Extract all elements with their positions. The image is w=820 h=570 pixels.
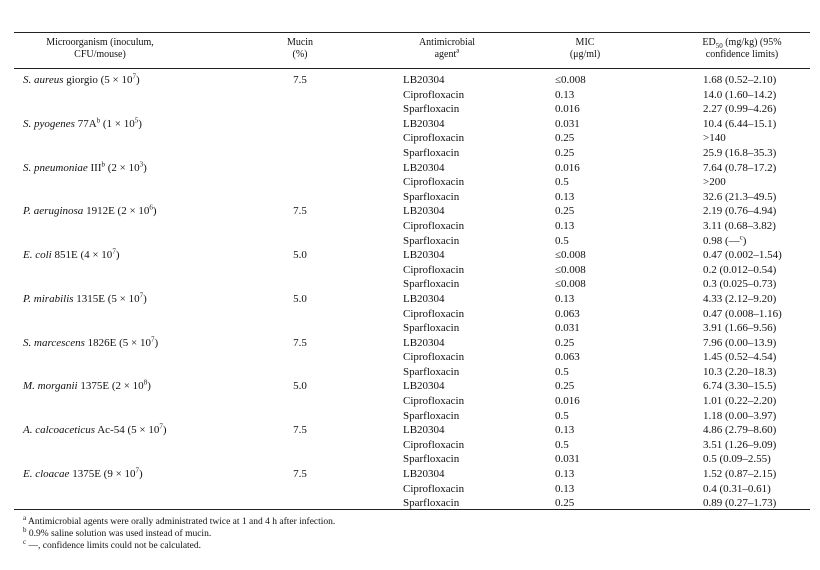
ed50-value: 4.86 (2.79–8.60) (703, 424, 777, 437)
ed50-cell (703, 102, 776, 117)
mucin-cell: 7.5 (293, 424, 307, 437)
organism-sup: b (96, 116, 101, 125)
ed50-value: 6.74 (3.30–15.5) (703, 380, 777, 393)
mucin-cell: 7.5 (293, 205, 307, 218)
organism-name: S. aureus (23, 74, 64, 86)
ed50-value: 0.4 (0.31–0.61) (703, 482, 771, 495)
agent-cell: Ciprofloxacin (403, 132, 465, 145)
ed50-value: 0.5 (0.09–2.55) (703, 453, 771, 466)
organism-inoculum: ) (147, 380, 151, 393)
agent-cell: Sparfloxacin (403, 190, 460, 203)
footnote-text: —, confidence limits could not be calculated. (26, 541, 202, 551)
table-row (0, 175, 820, 190)
table-row (0, 452, 820, 467)
agent-cell: LB20304 (403, 205, 445, 218)
organism-name: E. coli (23, 249, 52, 262)
agent-cell: Ciprofloxacin (403, 219, 465, 232)
ed50-value: 3.91 (1.66–9.56) (703, 322, 777, 335)
mic-cell: 0.016 (555, 161, 580, 174)
organism-strain: 1912E (2 × 10 (83, 205, 150, 218)
mic-cell: 0.5 (555, 438, 569, 451)
table-row (0, 73, 820, 88)
mic-cell: ≤0.008 (555, 249, 586, 262)
ed50-cell (703, 204, 776, 219)
agent-cell: Sparfloxacin (403, 365, 460, 378)
organism-inoculum: ) (162, 424, 167, 437)
ed50-value: >140 (703, 132, 726, 145)
organism-sup: 7 (151, 335, 155, 344)
table-row (0, 146, 820, 161)
agent-cell: Sparfloxacin (403, 146, 460, 159)
organism-inoculum: ) (139, 468, 143, 481)
organism-sup: 7 (112, 247, 116, 256)
table-row (0, 161, 820, 176)
mucin-cell: 5.0 (293, 292, 307, 305)
organism-name: M. morganii (23, 380, 78, 393)
header-mic-line2: (μg/ml) (569, 49, 601, 60)
table-row (0, 263, 820, 278)
organism-strain: 851E (4 × 10 (51, 249, 113, 262)
ed50-cell (703, 234, 746, 249)
header-ed-pre: ED (702, 37, 716, 48)
ed50-cell (703, 394, 776, 409)
ed50-cell (703, 88, 776, 103)
agent-cell: Sparfloxacin (403, 103, 460, 116)
organism-strain: III (87, 161, 102, 174)
organism-inoculum: (2 × 10 (105, 161, 140, 174)
organism-name: P. aeruginosa (23, 205, 84, 218)
agent-cell: LB20304 (403, 161, 445, 174)
agent-cell: Ciprofloxacin (403, 307, 465, 320)
table-row (0, 336, 820, 351)
footnote (23, 513, 336, 528)
organism-inoculum: ) (143, 292, 147, 305)
ed50-cell (703, 131, 726, 146)
mic-cell: 0.13 (555, 468, 575, 481)
agent-cell: Ciprofloxacin (403, 395, 465, 408)
table-row (0, 277, 820, 292)
header-ed-sub: 50 (715, 42, 723, 50)
agent-cell: LB20304 (403, 74, 445, 86)
organism-name: S. pneumoniae (23, 161, 88, 174)
mic-cell: 0.016 (555, 395, 580, 408)
ed50-value: 0.2 (0.012–0.54) (703, 263, 777, 276)
ed50-value: 7.96 (0.00–13.9) (703, 336, 777, 349)
organism-close: ) (138, 117, 142, 130)
ed50-value: 10.4 (6.44–15.1) (703, 117, 777, 130)
table-row (0, 219, 820, 234)
ed50-value: 14.0 (1.60–14.2) (703, 88, 777, 101)
ed50-cell (703, 161, 776, 176)
table-row (0, 394, 820, 409)
ed50-value: 32.6 (21.3–49.5) (703, 190, 777, 203)
organism-sup: b (101, 159, 106, 168)
mic-cell: 0.25 (555, 336, 575, 349)
ed50-cell (703, 277, 776, 292)
header-mucin-line2: (%) (292, 49, 308, 60)
ed50-cell (703, 467, 776, 482)
header-agent-line2: agent (434, 49, 457, 60)
header-ed50 (672, 37, 812, 61)
ed50-cell (703, 292, 776, 307)
mic-cell: 0.13 (555, 219, 575, 232)
agent-cell: Sparfloxacin (403, 497, 460, 510)
agent-cell: LB20304 (403, 292, 445, 305)
mic-cell: 0.25 (555, 132, 575, 145)
agent-cell: Sparfloxacin (403, 453, 460, 466)
ed50-value: 0.98 (— (703, 234, 740, 247)
header-organism-line2: CFU/mouse) (74, 49, 126, 60)
table-row (0, 409, 820, 424)
organism-cell (23, 423, 167, 438)
agent-cell: LB20304 (403, 249, 445, 262)
mic-cell: 0.5 (555, 409, 569, 422)
ed50-value: 0.3 (0.025–0.73) (703, 278, 777, 291)
organism-sup: 7 (135, 466, 140, 475)
ed50-value: 0.47 (0.008–1.16) (703, 307, 782, 320)
ed50-value: 1.68 (0.52–2.10) (703, 74, 777, 86)
header-agent-line1: Antimicrobial (418, 37, 476, 48)
ed50-cell (703, 263, 776, 278)
ed50-cell (703, 321, 776, 336)
organism-inoculum: ) (152, 205, 157, 218)
organism-strain: 1315E (5 × 10 (73, 292, 140, 305)
footnote-mark-a: a (456, 46, 460, 55)
mic-cell: 0.5 (555, 176, 569, 189)
mic-cell: 0.25 (555, 205, 575, 218)
header-mic-line1: MIC (575, 37, 595, 48)
agent-cell: LB20304 (403, 424, 445, 437)
agent-cell: Ciprofloxacin (403, 176, 465, 189)
agent-cell: LB20304 (403, 336, 445, 349)
table-row (0, 234, 820, 249)
table-row (0, 102, 820, 117)
mic-cell: ≤0.008 (555, 278, 586, 291)
ed50-value: 3.11 (0.68–3.82) (703, 219, 776, 232)
footnote-text: 0.9% saline solution was used instead of mucin. (26, 529, 212, 539)
mic-cell: 0.13 (555, 424, 575, 437)
ed50-value: 3.51 (1.26–9.09) (703, 438, 777, 451)
ed50-value: 2.19 (0.76–4.94) (703, 205, 777, 218)
ed50-value: 2.27 (0.99–4.26) (703, 103, 777, 116)
organism-cell (23, 248, 119, 263)
mic-cell: ≤0.008 (555, 74, 586, 86)
ed50-cell (703, 423, 776, 438)
footnote (23, 537, 335, 552)
organism-inoculum: ) (136, 74, 140, 86)
table-row (0, 438, 820, 453)
organism-cell (23, 467, 143, 482)
agent-cell: LB20304 (403, 380, 445, 393)
table-row (0, 321, 820, 336)
table-body (0, 73, 820, 511)
header-ed50-line2: confidence limits) (705, 49, 779, 60)
header-organism (30, 37, 170, 61)
agent-cell: LB20304 (403, 468, 445, 481)
bottom-rule (14, 509, 810, 510)
header-mic (545, 37, 625, 61)
organism-cell (23, 292, 147, 307)
ed50-value: 10.3 (2.20–18.3) (703, 365, 777, 378)
mic-cell: 0.5 (555, 365, 569, 378)
organism-close: ) (143, 161, 147, 174)
ed50-value: 4.33 (2.12–9.20) (703, 292, 777, 305)
mic-cell: 0.25 (555, 146, 575, 159)
ed50-cell (703, 117, 776, 132)
table-row (0, 350, 820, 365)
organism-cell (23, 204, 157, 219)
mic-cell: 0.031 (555, 117, 580, 130)
organism-sup: 7 (132, 72, 136, 81)
agent-cell: Ciprofloxacin (403, 351, 465, 364)
ed50-value: 0.89 (0.27–1.73) (703, 497, 777, 510)
mic-cell: 0.25 (555, 497, 575, 510)
mic-cell: 0.031 (555, 453, 580, 466)
table-row (0, 292, 820, 307)
header-organism-line1: Microorganism (inoculum, (46, 37, 154, 48)
footnote-text: Antimicrobial agents were orally administrated twice at 1 and 4 h after infection. (26, 517, 336, 527)
organism-strain: 1375E (9 × 10 (69, 468, 136, 481)
organism-strain: 77A (74, 117, 97, 130)
ed50-value: 1.52 (0.87–2.15) (703, 468, 777, 481)
agent-cell: Ciprofloxacin (403, 482, 465, 495)
header-agent (392, 37, 502, 61)
ed50-sup: c (739, 232, 743, 241)
ed50-cell (703, 482, 771, 497)
organism-name: E. cloacae (23, 468, 70, 481)
organism-name: A. calcoaceticus (23, 424, 96, 437)
table-row (0, 204, 820, 219)
ed50-value: 1.18 (0.00–3.97) (703, 409, 777, 422)
organism-strain: giorgio (5 × 10 (63, 74, 133, 86)
organism-exponent: 5 (134, 116, 139, 125)
organism-cell (23, 161, 147, 176)
mucin-cell: 7.5 (293, 468, 307, 481)
ed50-cell (703, 365, 776, 380)
mucin-cell: 5.0 (293, 380, 307, 393)
table-row (0, 131, 820, 146)
ed50-value: 1.01 (0.22–2.20) (703, 395, 777, 408)
table-row (0, 190, 820, 205)
footnote-mark: b (23, 525, 27, 534)
ed50-cell (703, 452, 771, 467)
header-ed50-line1 (672, 37, 812, 49)
table-row (0, 248, 820, 263)
organism-cell (23, 379, 151, 394)
table-row (0, 307, 820, 322)
organism-strain: Ac-54 (5 × 10 (95, 424, 160, 437)
ed50-cell (703, 409, 776, 424)
table-row (0, 88, 820, 103)
mucin-cell: 7.5 (293, 336, 307, 349)
table-row (0, 467, 820, 482)
footnotes (23, 513, 336, 552)
organism-cell (23, 336, 158, 351)
footnote-mark: a (23, 513, 27, 522)
ed50-cell (703, 379, 776, 394)
organism-sup: 7 (139, 291, 144, 300)
top-rule (14, 32, 810, 33)
mucin-cell: 5.0 (293, 249, 307, 262)
organism-sup: 7 (159, 422, 163, 431)
ed50-close: ) (742, 234, 747, 247)
mic-cell: 0.13 (555, 88, 575, 101)
mic-cell: 0.5 (555, 234, 569, 247)
ed50-value: 0.47 (0.002–1.54) (703, 249, 782, 262)
mic-cell: 0.016 (555, 103, 580, 116)
agent-cell: LB20304 (403, 117, 445, 130)
header-ed-post: (mg/kg) (95% (722, 37, 782, 48)
organism-sup: 8 (143, 378, 148, 387)
header-mucin-line1: Mucin (286, 37, 314, 48)
organism-sup: 6 (149, 203, 153, 212)
footnote (23, 525, 335, 540)
ed50-cell (703, 219, 776, 234)
table-row (0, 117, 820, 132)
agent-cell: Ciprofloxacin (403, 88, 465, 101)
mic-cell: 0.25 (555, 380, 575, 393)
ed50-cell (703, 248, 782, 263)
ed50-cell (703, 350, 776, 365)
agent-cell: Sparfloxacin (403, 409, 460, 422)
organism-inoculum: ) (115, 249, 120, 262)
header-rule (14, 68, 810, 69)
agent-cell: Ciprofloxacin (403, 438, 465, 451)
organism-strain: 1826E (5 × 10 (84, 336, 152, 349)
ed50-value: 25.9 (16.8–35.3) (703, 146, 777, 159)
organism-inoculum: ) (154, 336, 159, 349)
ed50-value: >200 (703, 176, 726, 189)
ed50-cell (703, 190, 776, 205)
mic-cell: 0.063 (555, 307, 580, 320)
agent-cell: Ciprofloxacin (403, 263, 465, 276)
agent-cell: Sparfloxacin (403, 322, 460, 335)
organism-name: P. mirabilis (23, 292, 74, 305)
organism-name: S. marcescens (23, 336, 85, 349)
table-row (0, 482, 820, 497)
table-row (0, 423, 820, 438)
organism-strain: 1375E (2 × 10 (77, 380, 144, 393)
ed50-cell (703, 438, 776, 453)
organism-name: S. pyogenes (23, 117, 75, 130)
header-mucin (270, 37, 330, 61)
table-row (0, 365, 820, 380)
ed50-cell (703, 175, 726, 190)
organism-cell (23, 73, 140, 88)
ed50-value: 1.45 (0.52–4.54) (703, 351, 777, 364)
mic-cell: ≤0.008 (555, 263, 586, 276)
footnote-mark: c (23, 537, 27, 546)
ed50-cell (703, 336, 776, 351)
agent-cell: Sparfloxacin (403, 278, 460, 291)
organism-inoculum: (1 × 10 (100, 117, 135, 130)
mucin-cell: 7.5 (293, 74, 307, 86)
agent-cell: Sparfloxacin (403, 234, 460, 247)
mic-cell: 0.063 (555, 351, 580, 364)
header-agent-line2-wrap (392, 46, 502, 61)
ed50-cell (703, 73, 776, 88)
organism-cell (23, 117, 142, 132)
mic-cell: 0.13 (555, 482, 575, 495)
ed50-cell (703, 307, 782, 322)
ed50-value: 7.64 (0.78–17.2) (703, 161, 777, 174)
mic-cell: 0.13 (555, 292, 575, 305)
mic-cell: 0.13 (555, 190, 575, 203)
organism-exponent: 3 (139, 159, 144, 168)
ed50-cell (703, 146, 776, 161)
mic-cell: 0.031 (555, 322, 580, 335)
table-row (0, 379, 820, 394)
